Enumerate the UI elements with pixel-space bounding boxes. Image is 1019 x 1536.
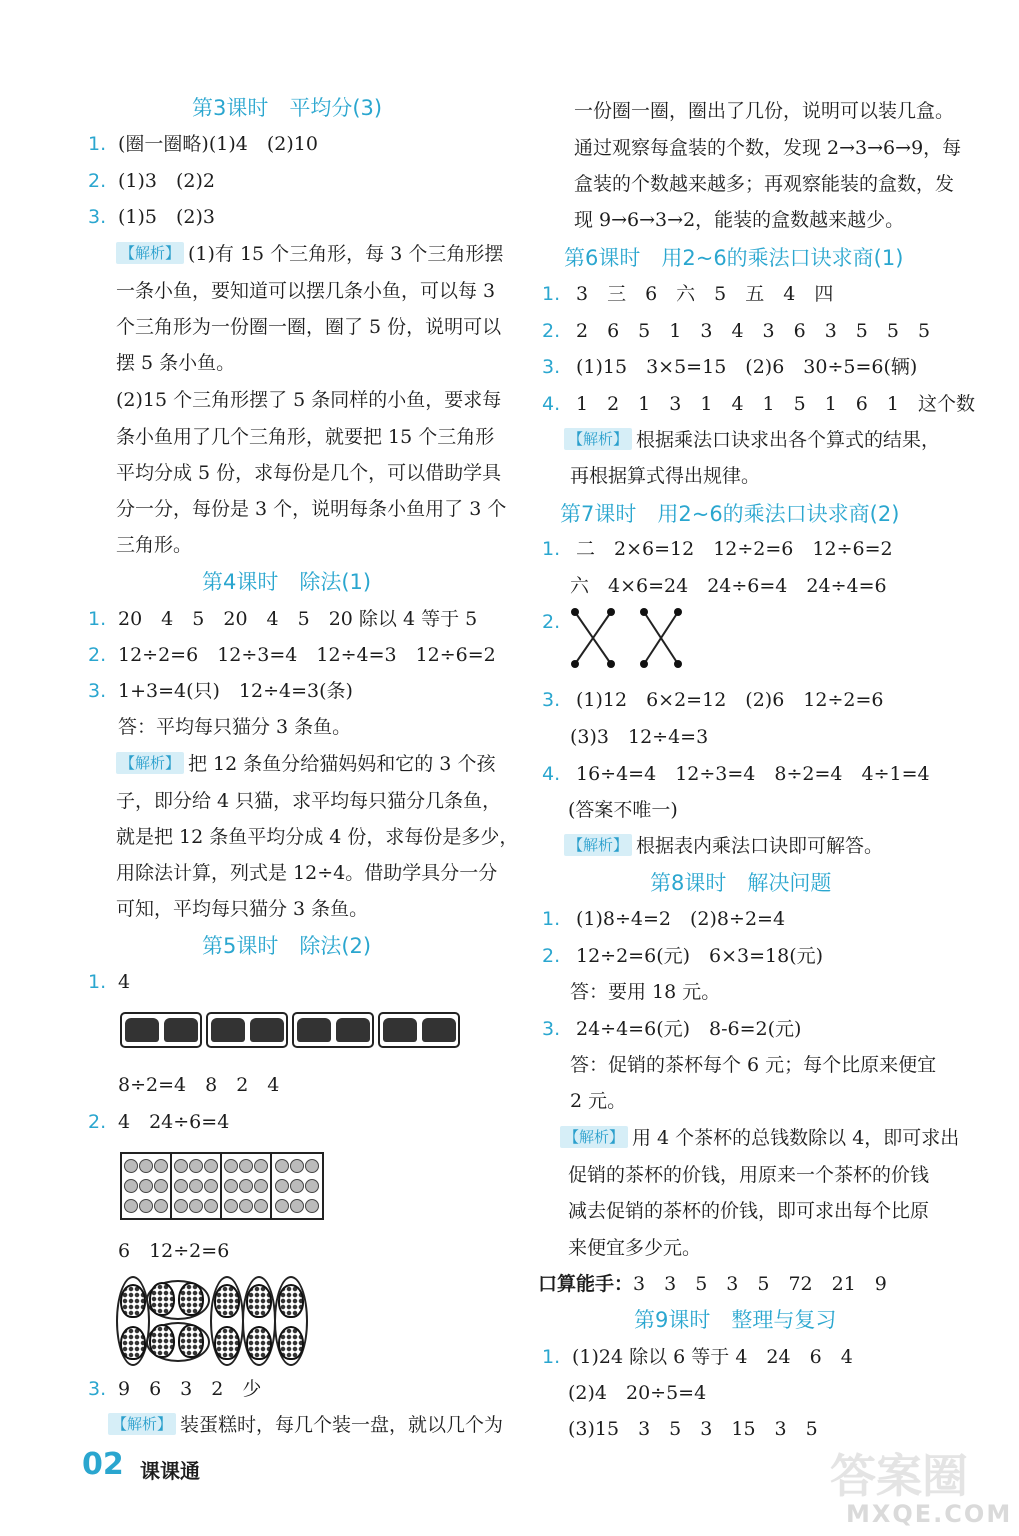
analysis-line: 可知，平均每只猫分 3 条鱼。 (116, 898, 369, 920)
watermark-logo: 答案圈 (830, 1449, 968, 1503)
analysis-line: 用除法计算，列式是 12÷4。借助学具分一分 (116, 862, 498, 884)
analysis-line: 盒装的个数越来越多；再观察能装的盒数，发 (574, 173, 955, 195)
pineapple-icon (149, 1282, 175, 1316)
brand-name: 课课通 (140, 1459, 200, 1483)
analysis-line: 来便宜多少元。 (568, 1237, 702, 1259)
analysis-line: 三角形。 (116, 534, 193, 556)
pineapple-groups-figure (116, 1276, 328, 1366)
analysis-line: 一条小鱼，要知道可以摆几条小鱼，可以每 3 (116, 280, 496, 302)
analysis-line: 分一分，每份是 3 个，说明每条小鱼用了 3 个 (116, 498, 507, 520)
watermark-url: MXQE.COM (846, 1500, 1013, 1528)
analysis-line: 现 9→6→3→2，能装的盒数越来越少。 (574, 209, 905, 231)
list-item: 2. 12÷2=6 12÷3=4 12÷4=3 12÷6=2 (88, 644, 496, 666)
analysis-line: (2)15 个三角形摆了 5 条同样的小鱼，要求每 (116, 389, 502, 411)
answer-line: 答：要用 18 元。 (570, 981, 721, 1003)
analysis-line: 【解析】 装蛋糕时，每几个装一盘，就以几个为 (108, 1412, 503, 1438)
list-item: 3. 24÷4=6(元) 8-6=2(元) (542, 1018, 802, 1040)
analysis-tag: 【解析】 (564, 834, 632, 856)
analysis-tag: 【解析】 (116, 752, 184, 774)
matching-lines-figure (566, 604, 696, 672)
list-item: 2. 12÷2=6(元) 6×3=18(元) (542, 945, 824, 967)
equation-line: (3)3 12÷4=3 (570, 726, 709, 748)
analysis-tag: 【解析】 (564, 428, 632, 450)
pineapple-icon (178, 1324, 204, 1358)
pineapple-icon (246, 1326, 272, 1360)
cake-icon (336, 1018, 370, 1042)
analysis-tag: 【解析】 (116, 242, 184, 264)
equation-line: 六 4×6=24 24÷6=4 24÷4=6 (570, 575, 887, 597)
pineapple-icon (278, 1284, 304, 1318)
lesson7-title: 第7课时 用2~6的乘法口诀求商(2) (560, 502, 900, 526)
pineapple-icon (214, 1284, 240, 1318)
analysis-line: 【解析】 把 12 条鱼分给猫妈妈和它的 3 个孩 (116, 751, 495, 777)
lesson8-title: 第8课时 解决问题 (650, 871, 832, 895)
analysis-line: 【解析】 用 4 个茶杯的总钱数除以 4，即可求出 (560, 1125, 959, 1151)
list-item: 1. 4 (88, 971, 131, 993)
pineapple-icon (149, 1324, 175, 1358)
analysis-line: 个三角形为一份圈一圈，圈了 5 份，说明可以 (116, 316, 502, 338)
list-item: 1. (圈一圈略)(1)4 (2)10 (88, 133, 318, 155)
lesson9-title: 第9课时 整理与复习 (634, 1308, 837, 1332)
analysis-tag: 【解析】 (560, 1126, 628, 1148)
equation-line: 8÷2=4 8 2 4 (118, 1074, 280, 1096)
list-item: 2. 2 6 5 1 3 4 3 6 3 5 5 5 (542, 320, 931, 342)
pineapple-icon (278, 1326, 304, 1360)
list-item: 1. 3 三 6 六 5 五 4 四 (542, 283, 834, 305)
lesson3-title: 第3课时 平均分(3) (192, 96, 383, 120)
cake-icon (125, 1018, 159, 1042)
analysis-line: 【解析】 根据乘法口诀求出各个算式的结果， (564, 427, 940, 453)
note-line: (答案不唯一) (568, 799, 678, 821)
answer-line: 答：促销的茶杯每个 6 元；每个比原来便宜 (570, 1054, 937, 1076)
egg-trays-figure (120, 1152, 324, 1220)
page-number: 02 (82, 1447, 124, 1482)
analysis-line: 平均分成 5 份，求每份是几个，可以借助学具 (116, 462, 502, 484)
pineapple-icon (246, 1284, 272, 1318)
equation-line: (3)15 3 5 3 15 3 5 (568, 1418, 818, 1440)
cake-icon (297, 1018, 331, 1042)
cake-boxes-figure (120, 1012, 464, 1048)
list-item: 3. 9 6 3 2 少 (88, 1378, 262, 1400)
equation-line: 6 12÷2=6 (118, 1240, 230, 1262)
analysis-line: 子，即分给 4 只猫，求平均每只猫分几条鱼， (116, 790, 502, 812)
list-item: 1. 20 4 5 20 4 5 20 除以 4 等于 5 (88, 608, 478, 630)
analysis-line: 一份圈一圈，圈出了几份，说明可以装几盒。 (574, 100, 955, 122)
list-item: 3. (1)12 6×2=12 (2)6 12÷2=6 (542, 689, 884, 711)
pineapple-icon (120, 1326, 146, 1360)
analysis-tag: 【解析】 (108, 1413, 176, 1435)
list-item: 4. 16÷4=4 12÷3=4 8÷2=4 4÷1=4 (542, 763, 930, 785)
list-item: 4. 1 2 1 3 1 4 1 5 1 6 1 这个数 (542, 393, 975, 415)
list-item: 1. (1)24 除以 6 等于 4 24 6 4 (542, 1346, 853, 1368)
cake-icon (422, 1018, 456, 1042)
cake-icon (211, 1018, 245, 1042)
list-item: 1. 二 2×6=12 12÷2=6 12÷6=2 (542, 538, 893, 560)
list-item: 3. (1)15 3×5=15 (2)6 30÷5=6(辆) (542, 356, 918, 378)
analysis-line: 促销的茶杯的价钱，用原来一个茶杯的价钱 (568, 1164, 930, 1186)
analysis-line: 减去促销的茶杯的价钱，即可求出每个比原 (568, 1200, 930, 1222)
list-item: 3. 1+3=4(只) 12÷4=3(条) (88, 680, 353, 702)
answer-line: 2 元。 (570, 1090, 627, 1112)
analysis-line: 摆 5 条小鱼。 (116, 352, 236, 374)
analysis-line: 【解析】 根据表内乘法口诀即可解答。 (564, 833, 883, 859)
analysis-line: 就是把 12 条鱼平均分成 4 份，求每份是多少， (116, 826, 519, 848)
lesson5-title: 第5课时 除法(2) (202, 934, 372, 958)
pineapple-icon (120, 1284, 146, 1318)
cake-icon (164, 1018, 198, 1042)
list-item: 2. (1)3 (2)2 (88, 170, 216, 192)
oral-calc-line: 口算能手：3 3 5 3 5 72 21 9 (538, 1273, 887, 1295)
analysis-line: 再根据算式得出规律。 (570, 465, 761, 487)
pineapple-icon (214, 1326, 240, 1360)
list-item: 2. (542, 611, 561, 633)
pineapple-icon (178, 1282, 204, 1316)
analysis-line: 通过观察每盒装的个数，发现 2→3→6→9，每 (574, 137, 962, 159)
cake-icon (383, 1018, 417, 1042)
list-item: 1. (1)8÷4=2 (2)8÷2=4 (542, 908, 786, 930)
list-item: 3. (1)5 (2)3 (88, 206, 216, 228)
list-item: 2. 4 24÷6=4 (88, 1111, 230, 1133)
answer-line: 答：平均每只猫分 3 条鱼。 (118, 716, 352, 738)
analysis-line: 【解析】 (1)有 15 个三角形，每 3 个三角形摆 (116, 241, 503, 267)
lesson6-title: 第6课时 用2~6的乘法口诀求商(1) (564, 246, 904, 270)
lesson4-title: 第4课时 除法(1) (202, 570, 372, 594)
cake-icon (250, 1018, 284, 1042)
analysis-line: 条小鱼用了几个三角形，就要把 15 个三角形 (116, 426, 495, 448)
equation-line: (2)4 20÷5=4 (568, 1382, 707, 1404)
